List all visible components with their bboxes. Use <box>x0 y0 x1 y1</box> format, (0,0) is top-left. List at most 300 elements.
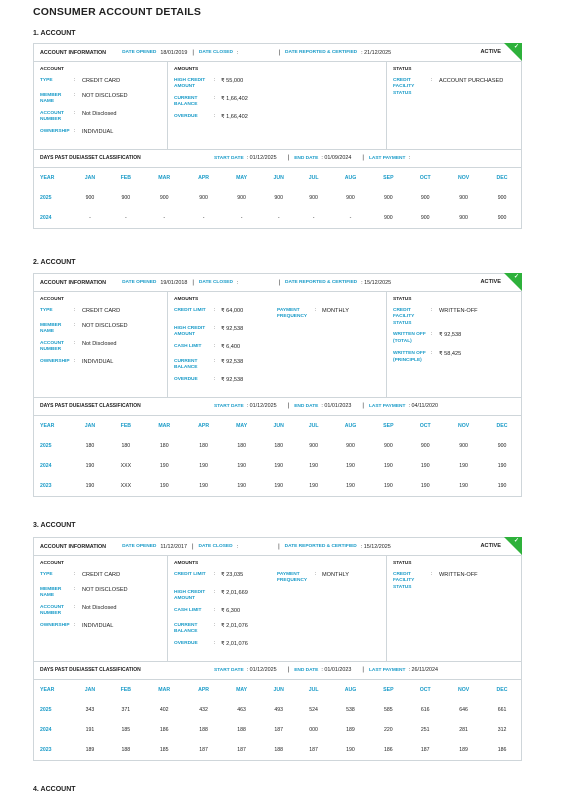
amount-value: ₹ 92,538 <box>221 376 244 383</box>
amount-row <box>174 308 380 321</box>
year-header: YEAR <box>40 422 55 429</box>
type-row <box>40 78 161 88</box>
dpd-cell: 190 <box>85 482 95 489</box>
last-payment-label: LAST PAYMENT <box>368 155 406 161</box>
amount-label: CREDIT LIMIT <box>174 308 206 313</box>
member-name-row <box>40 93 161 106</box>
dpd-cell: - <box>349 214 352 221</box>
month-header: MAY <box>236 174 248 181</box>
dpd-cell: 900 <box>85 194 95 201</box>
dpd-bar <box>34 662 521 680</box>
amount-value: ₹ 23,035 <box>221 572 244 578</box>
divider: | <box>362 667 364 674</box>
dpd-row <box>34 476 521 496</box>
account-heading: 2. ACCOUNT <box>33 259 76 266</box>
amounts-column <box>167 62 386 149</box>
dpd-cell: 900 <box>497 194 507 201</box>
divider: | <box>287 155 290 162</box>
month-header: MAR <box>158 686 171 693</box>
divider: | <box>362 403 364 410</box>
status-row <box>393 572 515 591</box>
dpd-cell: 000 <box>309 726 318 733</box>
check-icon: ✓ <box>513 274 519 280</box>
account-details <box>34 292 521 398</box>
start-date-label: START DATE <box>214 155 244 161</box>
status-column-heading: STATUS <box>393 561 412 566</box>
dpd-bar <box>34 150 521 168</box>
date-opened-value: 18/01/2019 <box>160 49 188 56</box>
month-header: AUG <box>344 422 357 429</box>
account-column <box>34 62 167 149</box>
dpd-cell: - <box>89 214 91 221</box>
year-header: YEAR <box>40 686 55 693</box>
month-header: AUG <box>344 174 357 181</box>
dpd-cell: 190 <box>459 482 468 489</box>
month-header: JUN <box>273 686 284 693</box>
amount-row <box>174 377 380 387</box>
dpd-cell: 180 <box>237 442 246 449</box>
account-info-label: ACCOUNT INFORMATION <box>40 49 107 56</box>
colon: : <box>74 308 76 313</box>
dpd-cell: 190 <box>309 482 318 489</box>
amount-label: CURRENT BALANCE <box>174 358 198 371</box>
dpd-year: 2024 <box>40 214 52 221</box>
dpd-cell: 900 <box>384 194 393 201</box>
payment-frequency-value: MONTHLY <box>322 308 349 314</box>
start-date-value: : 01/12/2025 <box>246 667 277 674</box>
dpd-cell: 189 <box>459 746 468 753</box>
account-info-label: ACCOUNT INFORMATION <box>40 279 107 286</box>
dpd-cell: 900 <box>121 194 131 201</box>
start-date-label: START DATE <box>214 667 244 673</box>
amount-row <box>174 608 380 618</box>
dpd-cell: 900 <box>459 442 468 449</box>
dpd-year: 2023 <box>40 746 52 753</box>
month-header: FEB <box>120 422 132 429</box>
last-payment-value: : 04/11/2020 <box>408 403 439 410</box>
dpd-row <box>34 720 521 740</box>
dpd-cell: 190 <box>346 746 355 753</box>
dpd-cell: XXX <box>120 482 132 489</box>
amount-label: CASH LIMIT <box>174 343 202 349</box>
colon: : <box>214 572 216 577</box>
dpd-bar <box>34 398 521 416</box>
amount-row <box>174 572 380 585</box>
check-icon: ✓ <box>513 538 519 544</box>
account-heading: 3. ACCOUNT <box>33 522 76 529</box>
date-closed-label: DATE CLOSED <box>198 280 233 285</box>
status-badge: ACTIVE <box>480 543 501 549</box>
status-column-heading: STATUS <box>393 297 412 302</box>
dpd-cell: 402 <box>159 706 169 713</box>
date-closed-value: : <box>236 279 239 286</box>
amount-label: OVERDUE <box>174 640 198 646</box>
colon: : <box>214 343 216 349</box>
dpd-year: 2025 <box>40 706 52 713</box>
dpd-cell: 191 <box>85 726 95 733</box>
amount-label: CREDIT LIMIT <box>174 572 206 577</box>
date-reported-value: : 15/12/2025 <box>360 543 391 550</box>
dpd-cell: 188 <box>274 746 284 753</box>
dpd-cell: 616 <box>420 706 430 713</box>
divider: | <box>192 49 194 56</box>
end-date-value: : 01/01/2023 <box>321 667 352 674</box>
type-row <box>40 572 161 582</box>
amount-label: HIGH CREDIT AMOUNT <box>174 589 206 602</box>
dpd-cell: - <box>163 214 166 221</box>
check-icon: ✓ <box>513 44 519 50</box>
amounts-column <box>167 292 386 397</box>
date-reported-label: DATE REPORTED & CERTIFIED <box>285 50 358 55</box>
member-name-value: NOT DISCLOSED <box>82 323 128 329</box>
colon: : <box>74 587 76 592</box>
colon: : <box>214 308 216 313</box>
amounts-column-heading: AMOUNTS <box>174 297 199 302</box>
divider: | <box>287 667 290 674</box>
ownership-value: INDIVIDUAL <box>82 128 114 135</box>
colon: : <box>214 607 216 613</box>
colon: : <box>214 376 216 382</box>
dpd-cell: - <box>124 214 127 221</box>
month-header: FEB <box>120 686 132 693</box>
dpd-year: 2024 <box>40 726 52 733</box>
amount-row <box>174 96 380 109</box>
month-header: JUL <box>308 174 319 181</box>
dpd-row <box>34 456 521 476</box>
dpd-cell: 187 <box>199 746 208 753</box>
date-reported-value: : 21/12/2025 <box>361 49 392 56</box>
start-date-value: : 01/12/2025 <box>246 155 277 162</box>
date-opened-value: 11/12/2017 <box>160 543 187 550</box>
member-name-label: MEMBER NAME <box>40 587 62 599</box>
account-column-heading: ACCOUNT <box>40 297 64 302</box>
dpd-cell: 180 <box>274 442 284 449</box>
account-number-value: Not Disclosed <box>82 340 117 347</box>
month-header: MAY <box>236 686 248 693</box>
amount-label: HIGH CREDIT AMOUNT <box>174 325 206 338</box>
colon: : <box>214 358 216 364</box>
end-date-label: END DATE <box>294 403 319 409</box>
dpd-table <box>34 416 521 496</box>
dpd-cell: 900 <box>420 194 430 201</box>
dpd-cell: 900 <box>497 442 507 449</box>
dpd-cell: 646 <box>459 706 468 713</box>
page-title: CONSUMER ACCOUNT DETAILS <box>33 6 202 18</box>
status-row <box>393 332 515 346</box>
divider: | <box>278 49 281 56</box>
ownership-label: OWNERSHIP <box>40 358 70 364</box>
colon: : <box>74 622 76 628</box>
amount-label: CASH LIMIT <box>174 607 202 613</box>
ownership-value: INDIVIDUAL <box>82 358 114 365</box>
end-date-label: END DATE <box>294 667 319 673</box>
month-header: SEP <box>383 422 394 429</box>
dpd-cell: 190 <box>497 482 507 489</box>
dpd-row <box>34 700 521 720</box>
dpd-cell: 185 <box>159 746 169 753</box>
colon: : <box>431 572 433 577</box>
account-column-heading: ACCOUNT <box>40 67 64 72</box>
dpd-cell: 180 <box>121 442 131 449</box>
dpd-cell: 190 <box>274 462 284 469</box>
status-label: WRITTEN OFF (TOTAL) <box>393 332 426 344</box>
status-label: WRITTEN OFF (PRINCIPLE) <box>393 351 426 363</box>
month-header: APR <box>198 422 210 429</box>
dpd-cell: 312 <box>497 726 507 733</box>
dpd-cell: 251 <box>420 726 430 733</box>
dpd-cell: 186 <box>384 746 393 753</box>
date-reported-label: DATE REPORTED & CERTIFIED <box>285 280 358 285</box>
amount-label: CURRENT BALANCE <box>174 95 198 108</box>
member-name-value: NOT DISCLOSED <box>82 93 128 99</box>
dpd-year: 2024 <box>40 462 52 469</box>
dpd-cell: 190 <box>384 482 393 489</box>
amount-label: CURRENT BALANCE <box>174 622 198 635</box>
date-closed-label: DATE CLOSED <box>198 544 233 549</box>
amount-value: ₹ 2,01,076 <box>221 640 248 647</box>
colon: : <box>74 358 76 364</box>
colon: : <box>214 640 216 646</box>
dpd-cell: 190 <box>346 462 355 469</box>
dpd-cell: 900 <box>420 442 430 449</box>
dpd-cell: - <box>240 214 243 221</box>
dpd-cell: 900 <box>497 214 507 221</box>
dpd-cell: 281 <box>459 726 468 733</box>
colon: : <box>315 308 317 313</box>
dpd-cell: 220 <box>384 726 393 733</box>
dpd-cell: 661 <box>497 706 507 713</box>
dpd-cell: 188 <box>199 726 208 733</box>
amount-value: ₹ 6,400 <box>221 343 241 350</box>
account-card <box>33 43 522 229</box>
dpd-row <box>34 188 521 208</box>
amount-value: ₹ 92,538 <box>221 325 244 332</box>
date-opened-label: DATE OPENED <box>122 50 157 55</box>
ownership-row <box>40 623 161 633</box>
ownership-label: OWNERSHIP <box>40 128 70 134</box>
last-payment-label: LAST PAYMENT <box>368 667 406 673</box>
colon: : <box>74 572 76 577</box>
amount-row <box>174 590 380 603</box>
colon: : <box>431 332 433 338</box>
status-badge: ACTIVE <box>480 279 501 285</box>
dpd-cell: 900 <box>459 214 468 221</box>
dpd-header-row <box>34 680 521 700</box>
month-header: DEC <box>496 174 508 181</box>
dpd-row <box>34 436 521 456</box>
month-header: JAN <box>84 422 96 429</box>
month-header: JUN <box>273 174 284 181</box>
amounts-column <box>167 556 386 661</box>
dpd-cell: 186 <box>159 726 169 733</box>
dpd-cell: 187 <box>274 726 284 733</box>
start-date-label: START DATE <box>214 403 244 409</box>
account-info-bar <box>34 44 521 62</box>
status-column <box>386 292 521 397</box>
dpd-cell: 190 <box>420 462 430 469</box>
amount-value: ₹ 2,01,076 <box>221 622 248 629</box>
dpd-cell: 900 <box>199 194 208 201</box>
dpd-cell: 190 <box>420 482 430 489</box>
colon: : <box>214 95 216 101</box>
dpd-cell: 371 <box>121 706 131 713</box>
amount-row <box>174 641 380 651</box>
month-header: NOV <box>457 686 470 693</box>
dpd-row <box>34 208 521 228</box>
dpd-cell: 187 <box>237 746 246 753</box>
account-number-value: Not Disclosed <box>82 604 117 611</box>
status-value: WRITTEN-OFF <box>439 308 478 314</box>
dpd-cell: 185 <box>121 726 131 733</box>
amounts-column-heading: AMOUNTS <box>174 67 199 72</box>
status-value: ₹ 58,425 <box>439 351 462 358</box>
month-header: OCT <box>419 686 431 693</box>
dpd-cell: 524 <box>309 706 318 713</box>
type-value: CREDIT CARD <box>82 308 121 314</box>
dpd-cell: 900 <box>459 194 468 201</box>
dpd-cell: XXX <box>120 462 132 469</box>
colon: : <box>214 622 216 628</box>
dpd-cell: 900 <box>309 442 318 449</box>
dpd-cell: 190 <box>497 462 507 469</box>
dpd-cell: 190 <box>346 482 355 489</box>
account-heading: 1. ACCOUNT <box>33 30 76 37</box>
status-row <box>393 351 515 365</box>
date-opened-value: 19/01/2018 <box>160 279 188 286</box>
amount-value: ₹ 1,66,402 <box>221 113 248 120</box>
account-details <box>34 556 521 662</box>
dpd-cell: 900 <box>159 194 169 201</box>
dpd-title: DAYS PAST DUE/ASSET CLASSIFICATION <box>40 155 141 162</box>
amount-row <box>174 326 380 339</box>
account-number-label: ACCOUNT NUMBER <box>40 110 64 123</box>
account-number-row <box>40 605 161 618</box>
month-header: MAY <box>236 422 248 429</box>
month-header: NOV <box>457 422 470 429</box>
dpd-table <box>34 168 521 228</box>
month-header: JAN <box>84 174 96 181</box>
colon: : <box>74 128 76 134</box>
account-card <box>33 537 522 761</box>
end-date-value: : 01/01/2023 <box>321 403 352 410</box>
dpd-header-row <box>34 416 521 436</box>
dpd-cell: 187 <box>420 746 430 753</box>
month-header: SEP <box>383 174 394 181</box>
dpd-cell: 900 <box>237 194 246 201</box>
dpd-cell: 190 <box>159 482 169 489</box>
dpd-cell: 432 <box>199 706 208 713</box>
amount-value: ₹ 64,000 <box>221 308 244 314</box>
month-header: DEC <box>496 422 508 429</box>
account-number-label: ACCOUNT NUMBER <box>40 604 64 617</box>
divider: | <box>362 155 364 162</box>
colon: : <box>74 93 76 98</box>
dpd-cell: - <box>202 214 205 221</box>
dpd-cell: 900 <box>346 194 355 201</box>
colon: : <box>431 351 433 357</box>
dpd-cell: - <box>277 214 280 221</box>
account-heading: 4. ACCOUNT <box>33 786 76 793</box>
amount-row <box>174 78 380 91</box>
dpd-cell: 493 <box>274 706 284 713</box>
account-column <box>34 292 167 397</box>
member-name-row <box>40 323 161 336</box>
dpd-cell: 190 <box>237 462 246 469</box>
colon: : <box>74 604 76 610</box>
date-opened-label: DATE OPENED <box>122 280 157 285</box>
dpd-cell: 900 <box>384 214 393 221</box>
dpd-cell: 900 <box>309 194 318 201</box>
start-date-value: : 01/12/2025 <box>246 403 277 410</box>
colon: : <box>74 110 76 116</box>
dpd-cell: 190 <box>199 462 208 469</box>
month-header: JUL <box>308 686 319 693</box>
amount-row <box>174 623 380 636</box>
date-reported-value: : 15/12/2025 <box>361 279 392 286</box>
ownership-row <box>40 359 161 369</box>
month-header: APR <box>198 174 210 181</box>
divider: | <box>192 279 194 286</box>
status-row <box>393 308 515 327</box>
account-info-label: ACCOUNT INFORMATION <box>40 543 107 550</box>
account-info-bar <box>34 538 521 556</box>
end-date-value: : 01/09/2024 <box>321 155 352 162</box>
dpd-cell: 900 <box>274 194 284 201</box>
type-label: TYPE <box>40 308 53 313</box>
colon: : <box>214 589 216 595</box>
dpd-cell: 180 <box>85 442 95 449</box>
divider: | <box>287 403 290 410</box>
amount-row <box>174 344 380 354</box>
dpd-cell: 190 <box>199 482 208 489</box>
colon: : <box>74 340 76 346</box>
amounts-column-heading: AMOUNTS <box>174 561 199 566</box>
colon: : <box>315 572 317 577</box>
account-details <box>34 62 521 150</box>
colon: : <box>214 113 216 119</box>
amount-value: ₹ 2,01,669 <box>221 589 248 596</box>
status-value: WRITTEN-OFF <box>439 572 478 578</box>
dpd-title: DAYS PAST DUE/ASSET CLASSIFICATION <box>40 667 141 674</box>
month-header: MAR <box>158 422 171 429</box>
colon: : <box>214 78 216 83</box>
divider: | <box>278 543 280 550</box>
dpd-cell: 190 <box>85 462 95 469</box>
amount-value: ₹ 55,000 <box>221 78 244 84</box>
ownership-row <box>40 129 161 139</box>
colon: : <box>74 78 76 83</box>
dpd-cell: - <box>312 214 315 221</box>
year-header: YEAR <box>40 174 55 181</box>
month-header: FEB <box>120 174 132 181</box>
last-payment-value: : 26/11/2024 <box>408 667 439 674</box>
dpd-cell: 186 <box>497 746 507 753</box>
month-header: DEC <box>496 686 508 693</box>
amount-label: OVERDUE <box>174 113 198 119</box>
colon: : <box>431 308 433 313</box>
dpd-cell: 190 <box>237 482 246 489</box>
dpd-cell: 900 <box>384 442 393 449</box>
dpd-cell: 190 <box>159 462 169 469</box>
payment-frequency-value: MONTHLY <box>322 572 349 578</box>
dpd-cell: 190 <box>384 462 393 469</box>
dpd-cell: 180 <box>199 442 208 449</box>
end-date-label: END DATE <box>294 155 319 161</box>
dpd-cell: 900 <box>420 214 430 221</box>
type-label: TYPE <box>40 78 53 83</box>
colon: : <box>431 78 433 83</box>
dpd-year: 2025 <box>40 194 52 201</box>
